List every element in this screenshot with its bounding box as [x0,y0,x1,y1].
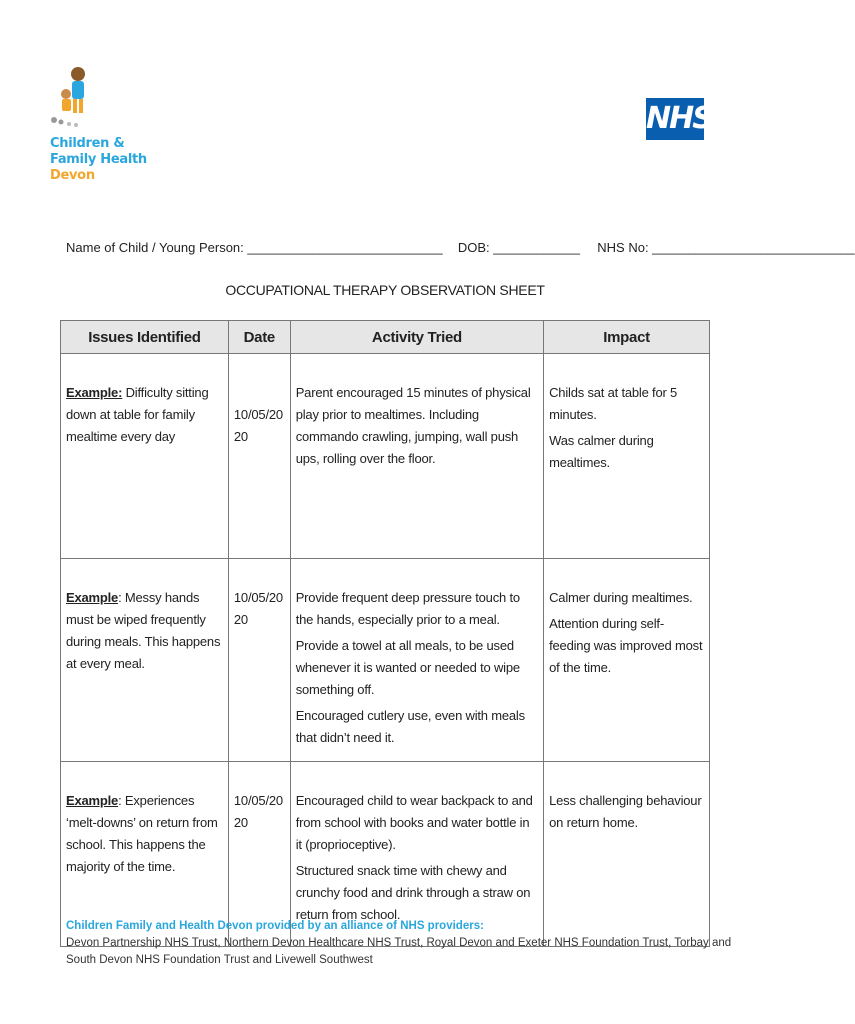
logo-line-1: Children & [50,136,125,151]
issue-cell [61,354,229,559]
activity-cell [290,559,543,762]
header-impact: Impact [544,321,710,354]
example-label: Example [66,590,119,605]
date-text: 10/05/2020 [233,407,283,444]
nhs-number-field[interactable]: NHS No: ____________________________ [597,240,855,255]
date-cell [228,559,290,762]
page-title: OCCUPATIONAL THERAPY OBSERVATION SHEET [225,282,545,298]
date-text: 10/05/2020 [233,793,283,830]
activity-text: Parent encouraged 15 minutes of physical play prior to mealtimes. Including commando crawling, jumping, wall push ups, rolling over the floor. [295,385,531,466]
example-label: Example [66,793,119,808]
logo-line-2: Family Health [50,152,147,167]
issue-text: : Experiences ‘melt-downs’ on return from school. This happens the majority of the time. [66,793,218,874]
date-text: 10/05/2020 [233,590,283,627]
date-cell [228,354,290,559]
patient-info-line [66,240,855,255]
impact-text: Attention during self-feeding was improved most of the time. [549,616,703,675]
dob-field[interactable]: DOB: ____________ [457,240,581,255]
activity-text: Structured snack time with chewy and crunchy food and drink through a straw on return from school. [295,863,531,922]
activity-text: Provide a towel at all meals, to be used whenever it is wanted or needed to wipe something off. [295,638,520,697]
impact-text: Less challenging behaviour on return home. [549,793,702,830]
table-header-row [61,321,710,354]
footer-heading: Children Family and Health Devon provided by an alliance of NHS providers: [66,920,484,932]
impact-cell [544,354,710,559]
activity-text: Encouraged cutlery use, even with meals that didn’t need it. [295,708,525,745]
header-activity: Activity Tried [290,321,543,354]
impact-text: Childs sat at table for 5 minutes. [549,385,678,422]
table-row [61,559,710,762]
nhs-logo: NHS [646,98,704,140]
issue-text: : Messy hands must be wiped frequently during meals. This happens at every meal. [66,590,221,671]
impact-text: Was calmer during mealtimes. [549,433,654,470]
impact-text: Calmer during mealtimes. [549,590,693,605]
name-field[interactable]: Name of Child / Young Person: ___________________________ [66,240,443,255]
org-logo-text [50,136,147,184]
observation-table [60,320,710,947]
issue-text: Difficulty sitting down at table for family mealtime every day [66,385,209,444]
header-issues: Issues Identified [61,321,229,354]
activity-text: Provide frequent deep pressure touch to the hands, especially prior to a meal. [295,590,520,627]
footer-text: Devon Partnership NHS Trust, Northern Devon Healthcare NHS Trust, Royal Devon and Exeter NHS Foundation Trust, Torbay and South Devon NHS Foundation Trust and Livewell Southwest [66,937,732,966]
activity-cell [290,354,543,559]
footer [66,918,736,969]
activity-text: Encouraged child to wear backpack to and from school with books and water bottle in it (proprioceptive). [295,793,533,852]
table-row [61,354,710,559]
example-label: Example: [66,385,123,400]
issue-cell [61,559,229,762]
logo-line-3: Devon [50,168,95,183]
header-date: Date [228,321,290,354]
impact-cell [544,559,710,762]
